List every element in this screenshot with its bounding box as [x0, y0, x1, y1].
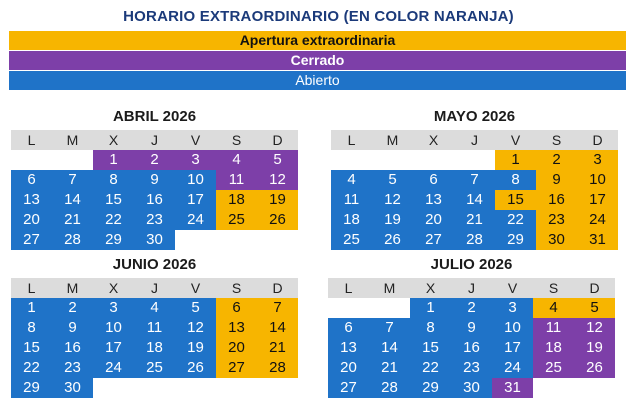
- day-cell: 12: [574, 318, 615, 338]
- day-cell: 20: [328, 358, 369, 378]
- month-title: JUNIO 2026: [112, 256, 197, 273]
- day-cell: 21: [369, 358, 410, 378]
- day-cell: 21: [454, 210, 495, 230]
- calendar-grid: [331, 130, 618, 250]
- day-cell: 13: [216, 318, 257, 338]
- day-cell: 20: [216, 338, 257, 358]
- legend-closed: Cerrado: [9, 51, 626, 70]
- weekday-header: L: [328, 278, 369, 298]
- weekday-header: D: [257, 130, 298, 150]
- day-cell: 6: [11, 170, 52, 190]
- weekday-header: V: [175, 278, 216, 298]
- day-cell: 29: [11, 378, 52, 398]
- empty-day-cell: [52, 150, 93, 170]
- day-cell: 8: [11, 318, 52, 338]
- day-cell: 26: [257, 210, 298, 230]
- day-cell: 3: [492, 298, 533, 318]
- day-cell: 11: [533, 318, 574, 338]
- day-cell: 17: [492, 338, 533, 358]
- day-cell: 26: [372, 230, 413, 250]
- day-cell: 24: [577, 210, 618, 230]
- day-cell: 12: [372, 190, 413, 210]
- day-cell: 16: [52, 338, 93, 358]
- day-cell: 7: [52, 170, 93, 190]
- month-title: ABRIL 2026: [112, 108, 197, 125]
- day-cell: 7: [257, 298, 298, 318]
- day-cell: 28: [369, 378, 410, 398]
- day-cell: 19: [257, 190, 298, 210]
- day-cell: 3: [93, 298, 134, 318]
- day-cell: 13: [413, 190, 454, 210]
- day-cell: 27: [328, 378, 369, 398]
- day-cell: 24: [93, 358, 134, 378]
- day-cell: 18: [134, 338, 175, 358]
- weekday-header: S: [216, 278, 257, 298]
- day-cell: 24: [492, 358, 533, 378]
- day-cell: 30: [52, 378, 93, 398]
- weekday-header: X: [413, 130, 454, 150]
- day-cell: 2: [451, 298, 492, 318]
- day-cell: 9: [52, 318, 93, 338]
- day-cell: 6: [328, 318, 369, 338]
- day-cell: 19: [175, 338, 216, 358]
- weekday-header: D: [577, 130, 618, 150]
- day-cell: 18: [331, 210, 372, 230]
- day-cell: 1: [11, 298, 52, 318]
- day-cell: 17: [175, 190, 216, 210]
- weekday-header: V: [492, 278, 533, 298]
- day-cell: 30: [134, 230, 175, 250]
- day-cell: 29: [93, 230, 134, 250]
- day-cell: 22: [93, 210, 134, 230]
- day-cell: 28: [257, 358, 298, 378]
- day-cell: 24: [175, 210, 216, 230]
- day-cell: 16: [134, 190, 175, 210]
- day-cell: 1: [410, 298, 451, 318]
- day-cell: 2: [536, 150, 577, 170]
- day-cell: 10: [175, 170, 216, 190]
- empty-day-cell: [372, 150, 413, 170]
- day-cell: 18: [216, 190, 257, 210]
- day-cell: 4: [134, 298, 175, 318]
- day-cell: 22: [495, 210, 536, 230]
- weekday-header: L: [11, 130, 52, 150]
- day-cell: 8: [93, 170, 134, 190]
- legend-open: Abierto: [9, 71, 626, 90]
- day-cell: 13: [328, 338, 369, 358]
- empty-day-cell: [331, 150, 372, 170]
- month-calendar-april: [11, 107, 298, 250]
- weekday-header: S: [216, 130, 257, 150]
- weekday-header: J: [134, 130, 175, 150]
- month-title: MAYO 2026: [433, 108, 516, 125]
- day-cell: 12: [175, 318, 216, 338]
- empty-day-cell: [11, 150, 52, 170]
- day-cell: 4: [533, 298, 574, 318]
- day-cell: 30: [451, 378, 492, 398]
- day-cell: 4: [331, 170, 372, 190]
- day-cell: 17: [577, 190, 618, 210]
- day-cell: 6: [216, 298, 257, 318]
- weekday-header: J: [451, 278, 492, 298]
- day-cell: 15: [495, 190, 536, 210]
- day-cell: 29: [410, 378, 451, 398]
- day-cell: 11: [331, 190, 372, 210]
- day-cell: 15: [410, 338, 451, 358]
- legend-extraordinary-opening: Apertura extraordinaria: [9, 31, 626, 50]
- day-cell: 31: [492, 378, 533, 398]
- day-cell: 2: [52, 298, 93, 318]
- day-cell: 5: [372, 170, 413, 190]
- day-cell: 19: [372, 210, 413, 230]
- month-calendar-may: [331, 107, 618, 250]
- day-cell: 19: [574, 338, 615, 358]
- day-cell: 6: [413, 170, 454, 190]
- day-cell: 25: [216, 210, 257, 230]
- day-cell: 28: [454, 230, 495, 250]
- day-cell: 26: [175, 358, 216, 378]
- day-cell: 15: [11, 338, 52, 358]
- day-cell: 14: [52, 190, 93, 210]
- day-cell: 10: [492, 318, 533, 338]
- weekday-header: X: [93, 130, 134, 150]
- day-cell: 21: [52, 210, 93, 230]
- month-calendar-june: [11, 255, 298, 398]
- day-cell: 27: [11, 230, 52, 250]
- weekday-header: D: [574, 278, 615, 298]
- weekday-header: J: [454, 130, 495, 150]
- day-cell: 15: [93, 190, 134, 210]
- day-cell: 1: [93, 150, 134, 170]
- day-cell: 23: [134, 210, 175, 230]
- day-cell: 13: [11, 190, 52, 210]
- day-cell: 7: [369, 318, 410, 338]
- month-calendar-july: [328, 255, 615, 398]
- empty-day-cell: [369, 298, 410, 318]
- calendar-grid: [11, 278, 298, 398]
- day-cell: 27: [413, 230, 454, 250]
- day-cell: 10: [577, 170, 618, 190]
- day-cell: 25: [134, 358, 175, 378]
- weekday-header: S: [536, 130, 577, 150]
- day-cell: 11: [134, 318, 175, 338]
- page-title: HORARIO EXTRAORDINARIO (EN COLOR NARANJA): [123, 8, 514, 25]
- day-cell: 14: [454, 190, 495, 210]
- day-cell: 25: [533, 358, 574, 378]
- day-cell: 16: [451, 338, 492, 358]
- day-cell: 20: [11, 210, 52, 230]
- empty-day-cell: [328, 298, 369, 318]
- day-cell: 3: [577, 150, 618, 170]
- day-cell: 1: [495, 150, 536, 170]
- day-cell: 9: [451, 318, 492, 338]
- weekday-header: M: [52, 278, 93, 298]
- day-cell: 3: [175, 150, 216, 170]
- day-cell: 23: [52, 358, 93, 378]
- weekday-header: M: [369, 278, 410, 298]
- day-cell: 8: [410, 318, 451, 338]
- weekday-header: X: [93, 278, 134, 298]
- day-cell: 21: [257, 338, 298, 358]
- day-cell: 12: [257, 170, 298, 190]
- day-cell: 9: [134, 170, 175, 190]
- day-cell: 4: [216, 150, 257, 170]
- weekday-header: M: [372, 130, 413, 150]
- month-title: JULIO 2026: [430, 256, 513, 273]
- day-cell: 10: [93, 318, 134, 338]
- day-cell: 8: [495, 170, 536, 190]
- day-cell: 23: [451, 358, 492, 378]
- weekday-header: L: [331, 130, 372, 150]
- day-cell: 22: [410, 358, 451, 378]
- day-cell: 14: [369, 338, 410, 358]
- day-cell: 30: [536, 230, 577, 250]
- day-cell: 5: [175, 298, 216, 318]
- weekday-header: J: [134, 278, 175, 298]
- weekday-header: D: [257, 278, 298, 298]
- day-cell: 16: [536, 190, 577, 210]
- empty-day-cell: [413, 150, 454, 170]
- day-cell: 31: [577, 230, 618, 250]
- weekday-header: L: [11, 278, 52, 298]
- weekday-header: V: [495, 130, 536, 150]
- day-cell: 29: [495, 230, 536, 250]
- day-cell: 18: [533, 338, 574, 358]
- weekday-header: X: [410, 278, 451, 298]
- day-cell: 17: [93, 338, 134, 358]
- day-cell: 26: [574, 358, 615, 378]
- day-cell: 27: [216, 358, 257, 378]
- day-cell: 7: [454, 170, 495, 190]
- day-cell: 5: [574, 298, 615, 318]
- day-cell: 11: [216, 170, 257, 190]
- day-cell: 2: [134, 150, 175, 170]
- calendar-grid: [11, 130, 298, 250]
- day-cell: 23: [536, 210, 577, 230]
- weekday-header: M: [52, 130, 93, 150]
- day-cell: 20: [413, 210, 454, 230]
- day-cell: 25: [331, 230, 372, 250]
- day-cell: 22: [11, 358, 52, 378]
- calendar-grid: [328, 278, 615, 398]
- day-cell: 14: [257, 318, 298, 338]
- day-cell: 9: [536, 170, 577, 190]
- weekday-header: S: [533, 278, 574, 298]
- day-cell: 28: [52, 230, 93, 250]
- weekday-header: V: [175, 130, 216, 150]
- day-cell: 5: [257, 150, 298, 170]
- empty-day-cell: [454, 150, 495, 170]
